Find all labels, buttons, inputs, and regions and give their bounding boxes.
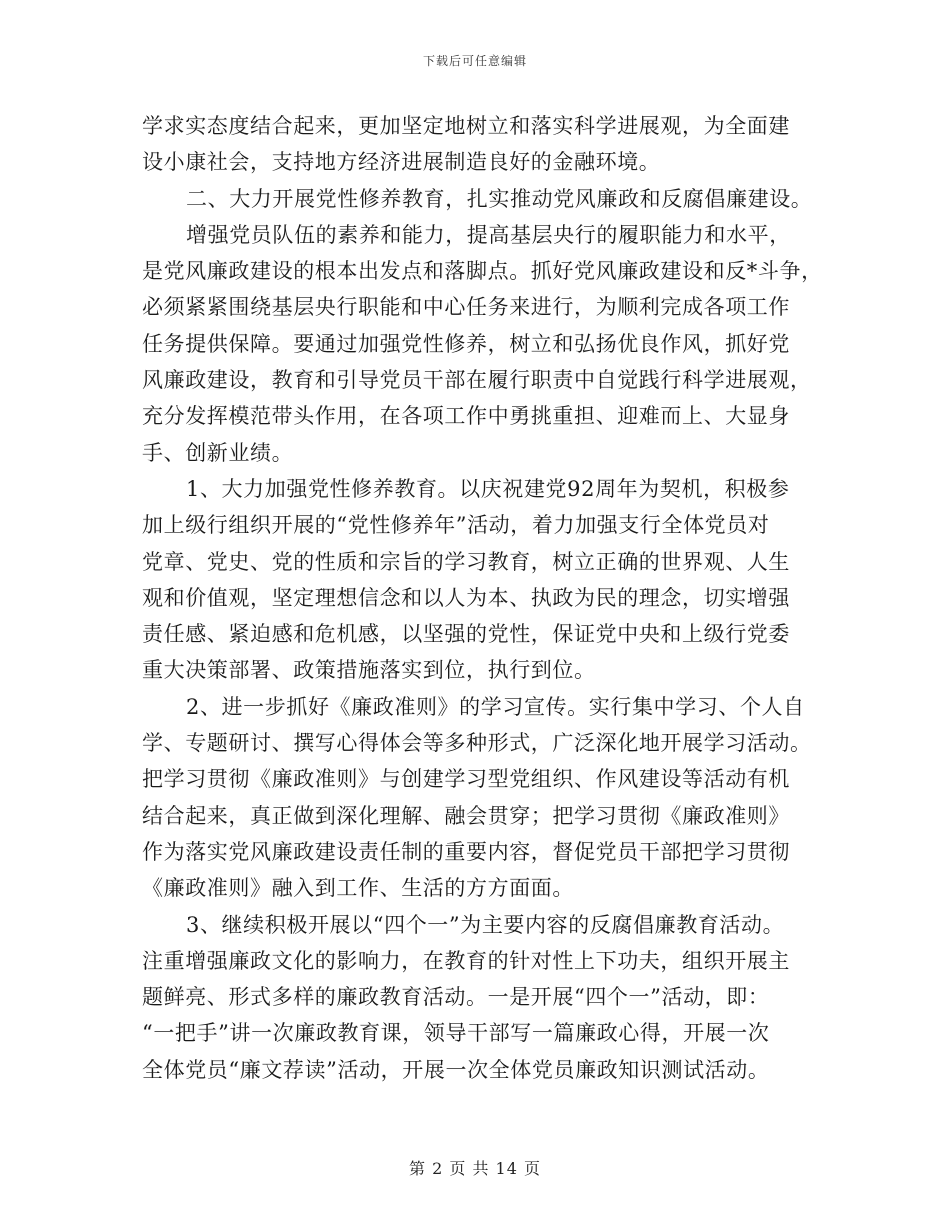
paragraph-start: 3、继续积极开展以“四个一”为主要内容的反腐倡廉教育活动。 [186,912,785,937]
text-line: 设小康社会，支持地方经济进展制造良好的金融环境。 [142,150,661,175]
text-line: 充分发挥模范带头作用，在各项工作中勇挑重担、迎难而上、大显身 [142,404,790,429]
text-line: 学求实态度结合起来，更加坚定地树立和落实科学进展观，为全面建 [142,114,790,138]
text-line: 把学习贯彻《廉政准则》与创建学习型党组织、作风建设等活动有机 [142,767,790,792]
section-heading: 二、大力开展党性修养教育，扎实推动党风廉政和反腐倡廉建设。 [186,186,813,211]
text-line: 党章、党史、党的性质和宗旨的学习教育，树立正确的世界观、人生 [142,549,790,574]
text-line: 全体党员“廉文荐读”活动，开展一次全体党员廉政知识测试活动。 [142,1057,770,1082]
text-line: “一把手”讲一次廉政教育课，领导干部写一篇廉政心得，开展一次 [142,1021,770,1046]
text-line: 注重增强廉政文化的影响力，在教育的针对性上下功夫，组织开展主 [142,948,790,973]
text-line: 加上级行组织开展的“党性修养年”活动，着力加强支行全体党员对 [142,513,770,538]
paragraph-start: 2、进一步抓好《廉政准则》的学习宣传。实行集中学习、个人自 [186,694,805,719]
text-line: 学、专题研讨、撰写心得体会等多种形式，广泛深化地开展学习活动。 [142,731,812,756]
text-line: 作为落实党风廉政建设责任制的重要内容，督促党员干部把学习贯彻 [142,839,790,864]
text-line: 必须紧紧围绕基层央行职能和中心任务来进行，为顺利完成各项工作 [142,295,790,320]
text-line: 是党风廉政建设的根本出发点和落脚点。抓好党风廉政建设和反*斗争， [142,259,823,284]
text-line: 责任感、紧迫感和危机感，以坚强的党性，保证党中央和上级行党委 [142,622,790,647]
text-line: 《廉政准则》融入到工作、生活的方方面面。 [142,876,574,901]
text-line: 题鲜亮、形式多样的廉政教育活动。一是开展“四个一”活动，即： [142,985,770,1010]
text-line: 风廉政建设，教育和引导党员干部在履行职责中自觉践行科学进展观， [142,368,812,393]
text-line: 手、创新业绩。 [142,440,294,465]
paragraph-start: 1、大力加强党性修养教育。以庆祝建党92周年为契机，积极参 [186,476,790,501]
paragraph-start: 增强党员队伍的素养和能力，提高基层央行的履职能力和水平， [186,222,791,247]
body-text [142,108,823,1088]
text-line: 重大决策部署、政策措施落实到位，执行到位。 [142,658,596,683]
text-line: 结合起来，真正做到深化理解、融会贯穿；把学习贯彻《廉政准则》 [142,803,790,828]
text-line: 任务提供保障。要通过加强党性修养，树立和弘扬优良作风，抓好党 [142,331,790,356]
page-number: 第 2 页 共 14 页 [409,1159,541,1178]
header-note: 下载后可任意编辑 [422,54,527,68]
text-line: 观和价值观，坚定理想信念和以人为本、执政为民的理念，切实增强 [142,585,790,610]
